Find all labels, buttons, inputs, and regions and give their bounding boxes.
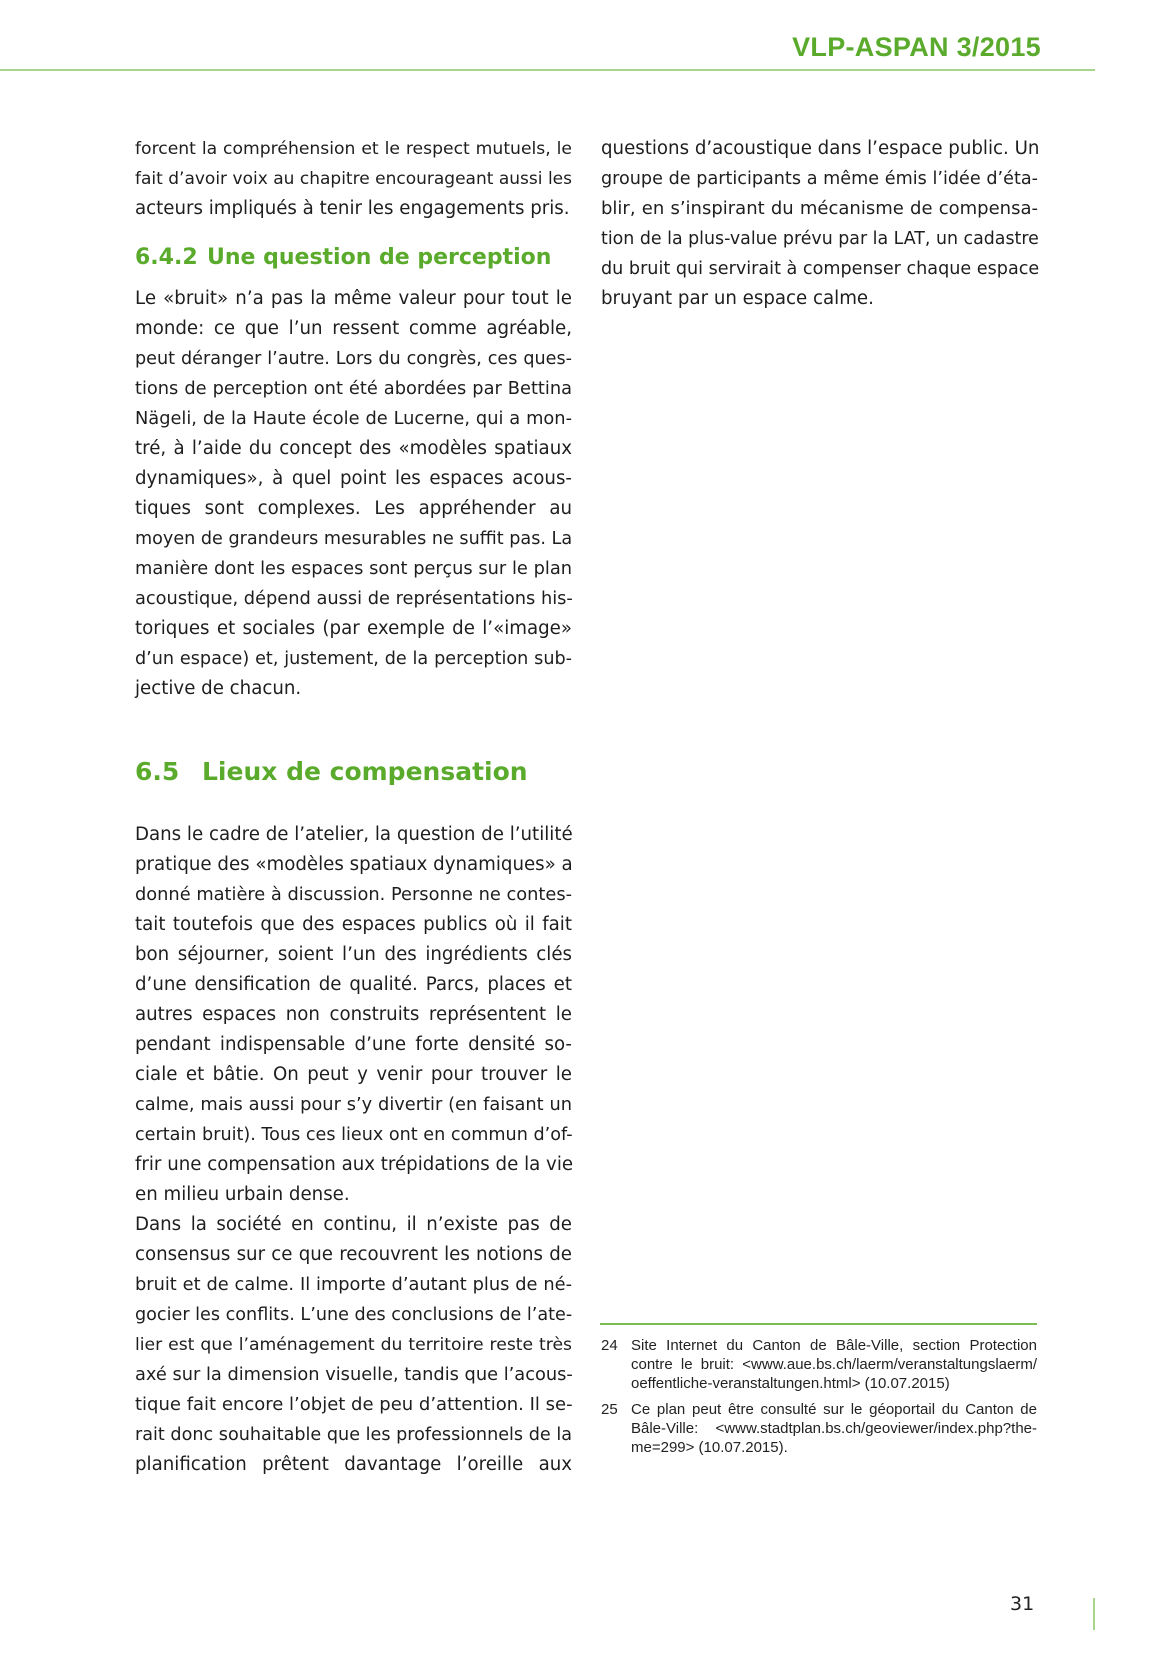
page-number-marker bbox=[1093, 1598, 1095, 1630]
text-line: manière dont les espaces sont perçus sur le plan bbox=[135, 558, 572, 579]
right-column-paragraph bbox=[601, 134, 1038, 314]
section-heading-642 bbox=[135, 245, 551, 270]
text-line: acteurs impliqués à tenir les engagements pris. bbox=[135, 198, 570, 219]
perception-paragraph bbox=[135, 284, 572, 704]
text-line: tions de perception ont été abordées par Bettina bbox=[135, 378, 572, 399]
text-line: calme, mais aussi pour s’y divertir (en faisant un bbox=[135, 1094, 572, 1115]
text-line: fait d’avoir voix au chapitre encourageant aussi les bbox=[135, 169, 572, 189]
text-line: jective de chacun. bbox=[135, 678, 302, 699]
text-line: ciale et bâtie. On peut y venir pour trouver le bbox=[135, 1064, 572, 1085]
text-line: tiques sont complexes. Les appréhender au bbox=[135, 498, 572, 519]
text-line: monde: ce que l’un ressent comme agréable, bbox=[135, 318, 572, 339]
text-line: certain bruit). Tous ces lieux ont en commun d’of- bbox=[135, 1125, 573, 1145]
footnote-line: contre le bruit: <www.aue.bs.ch/laerm/veranstaltungslaerm/ bbox=[631, 1356, 1037, 1373]
footnote-text bbox=[631, 1400, 1037, 1457]
text-line: Dans la société en continu, il n’existe pas de bbox=[135, 1214, 572, 1235]
text-line: Dans le cadre de l’atelier, la question de l’utilité bbox=[135, 824, 573, 845]
text-line: autres espaces non construits représentent le bbox=[135, 1004, 572, 1025]
header-divider bbox=[0, 69, 1095, 71]
footnote-line: Bâle-Ville: <www.stadtplan.bs.ch/geoviewer/index.php?the- bbox=[631, 1420, 1037, 1437]
text-line: pendant indispensable d’une forte densité so- bbox=[135, 1034, 572, 1055]
footnote-line: Site Internet du Canton de Bâle-Ville, section Protection bbox=[631, 1337, 1037, 1354]
footnote-line: me=299> (10.07.2015). bbox=[631, 1439, 788, 1456]
text-line: tion de la plus-value prévu par la LAT, un cadastre bbox=[601, 229, 1039, 249]
text-line: rait donc souhaitable que les professionnels de la bbox=[135, 1425, 572, 1445]
text-line: tique fait encore l’objet de peu d’attention. Il se- bbox=[135, 1394, 573, 1415]
text-line: toriques et sociales (par exemple de l’«image» bbox=[135, 618, 572, 639]
text-line: Nägeli, de la Haute école de Lucerne, qui a mon- bbox=[135, 408, 572, 429]
text-line: pratique des «modèles spatiaux dynamiques» a bbox=[135, 854, 573, 875]
footnote-divider bbox=[600, 1323, 1037, 1325]
footnote-number: 24 bbox=[601, 1337, 618, 1354]
text-line: axé sur la dimension visuelle, tandis que l’acous- bbox=[135, 1364, 573, 1385]
compensation-paragraph-1 bbox=[135, 820, 572, 1480]
intro-paragraph bbox=[135, 134, 572, 224]
section-title: Lieux de compensation bbox=[202, 757, 528, 786]
footnote-text bbox=[631, 1336, 1037, 1393]
text-line: planification prêtent davantage l’oreille aux bbox=[135, 1454, 572, 1475]
text-line: dynamiques», à quel point les espaces acous- bbox=[135, 468, 572, 489]
text-line: bruit et de calme. Il importe d’autant plus de né- bbox=[135, 1274, 572, 1295]
text-line: acoustique, dépend aussi de représentations his- bbox=[135, 588, 573, 609]
footnote-number: 25 bbox=[601, 1401, 618, 1418]
text-line: Le «bruit» n’a pas la même valeur pour tout le bbox=[135, 288, 572, 309]
text-line: tait toutefois que des espaces publics où il fait bbox=[135, 914, 572, 935]
text-line: forcent la compréhension et le respect mutuels, le bbox=[135, 139, 572, 159]
text-line: consensus sur ce que recouvrent les notions de bbox=[135, 1244, 572, 1265]
footnote-24 bbox=[601, 1336, 1037, 1393]
text-line: donné matière à discussion. Personne ne contes- bbox=[135, 884, 572, 905]
text-line: d’un espace) et, justement, de la perception sub- bbox=[135, 649, 572, 669]
text-line: peut déranger l’autre. Lors du congrès, ces ques- bbox=[135, 349, 572, 369]
text-line: moyen de grandeurs mesurables ne suffit pas. La bbox=[135, 529, 573, 549]
text-line: frir une compensation aux trépidations de la vie bbox=[135, 1154, 574, 1175]
section-heading-65 bbox=[135, 757, 528, 786]
text-line: lier est que l’aménagement du territoire reste très bbox=[135, 1335, 572, 1355]
text-line: d’une densification de qualité. Parcs, places et bbox=[135, 974, 572, 995]
text-line: en milieu urbain dense. bbox=[135, 1184, 350, 1205]
text-line: bon séjourner, soient l’un des ingrédients clés bbox=[135, 944, 572, 965]
text-line: questions d’acoustique dans l’espace public. Un bbox=[601, 138, 1040, 159]
text-line: blir, en s’inspirant du mécanisme de compensa- bbox=[601, 198, 1038, 219]
text-line: bruyant par un espace calme. bbox=[601, 288, 874, 309]
text-line: gocier les conflits. L’une des conclusions de l’ate- bbox=[135, 1305, 573, 1325]
section-number: 6.4.2 bbox=[135, 245, 198, 270]
text-line: du bruit qui servirait à compenser chaque espace bbox=[601, 259, 1040, 279]
footnote-line: oeffentliche-veranstaltungen.html> (10.07.2015) bbox=[631, 1375, 950, 1392]
section-title: Une question de perception bbox=[207, 245, 552, 270]
text-line: groupe de participants a même émis l’idée d’éta- bbox=[601, 169, 1038, 189]
section-number: 6.5 bbox=[135, 757, 180, 786]
footnote-line: Ce plan peut être consulté sur le géoportail du Canton de bbox=[631, 1401, 1037, 1418]
footnote-25 bbox=[601, 1400, 1037, 1457]
footnotes bbox=[601, 1336, 1037, 1464]
text-line: tré, à l’aide du concept des «modèles spatiaux bbox=[135, 438, 572, 459]
publication-title: VLP-ASPAN 3/2015 bbox=[792, 32, 1041, 62]
page-number: 31 bbox=[1010, 1593, 1035, 1615]
